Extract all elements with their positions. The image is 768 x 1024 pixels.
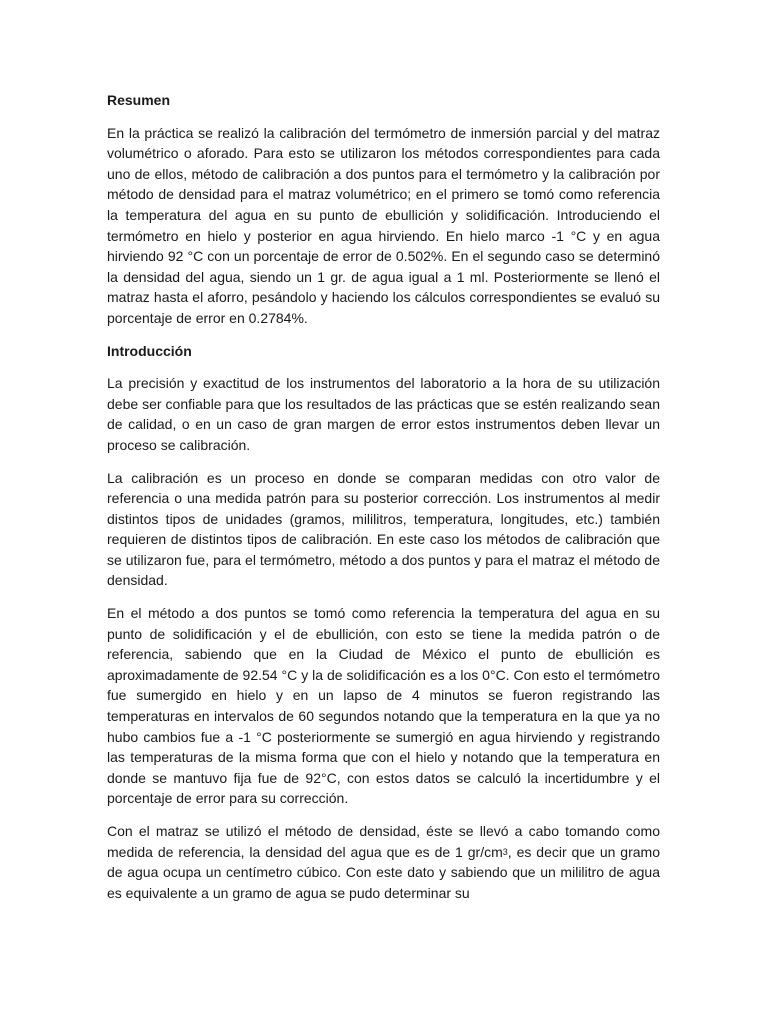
- introduccion-heading: Introducción: [107, 342, 192, 359]
- introduccion-paragraph-2: La calibración es un proceso en donde se comparan medidas con otro valor de referencia o una medida patrón para su posterior corrección. Los instrumentos al medir distintos tipos de unidades (gramos, mililitros, temperatura, longitudes, etc.) también requieren de distintos tipos de calibración. En este caso los métodos de calibración que se utilizaron fue, para el termómetro, método a dos puntos y para el matraz el método de densidad.: [107, 469, 660, 589]
- introduccion-paragraph-1: La precisión y exactitud de los instrumentos del laboratorio a la hora de su utilización debe ser confiable para que los resultados de las prácticas que se estén realizando sean de calidad, o en un caso de gran margen de error estos instrumentos deben llevar un proceso se calibración.: [107, 375, 660, 453]
- resumen-paragraph: En la práctica se realizó la calibración del termómetro de inmersión parcial y del matraz volumétrico o aforado. Para esto se utilizaron los métodos correspondientes para cada uno de ellos, método de calibración a dos puntos para el termómetro y la calibración por método de densidad para el matraz volumétrico; en el primero se tomó como referencia la temperatura del agua en su punto de ebullición y solidificación. Introduciendo el termómetro en hielo y posterior en agua hirviendo. En hielo marco -1 °C y en agua hirviendo 92 °C con un porcentaje de error de 0.502%. En el segundo caso se determinó la densidad del agua, siendo un 1 gr. de agua igual a 1 ml. Posteriormente se llenó el matraz hasta el aforro, pesándolo y haciendo los cálculos correspondientes se evaluó su porcentaje de error en 0.2784%.: [107, 124, 660, 326]
- paragraph-4-text-end: , es decir que un gramo de agua ocupa un centímetro cúbico. Con este dato y sabiendo que un mililitro de agua es equivalente a un gramo de agua se pudo determinar su: [107, 843, 660, 901]
- superscript-exponent: 3: [502, 846, 508, 857]
- introduccion-paragraph-3: En el método a dos puntos se tomó como referencia la temperatura del agua en su punto de solidificación y el de ebullición, con esto se tiene la medida patrón o de referencia, sabiendo que en la Ciudad de México el punto de ebullición es aproximadamente de 92.54 °C y la de solidificación es a los 0°C. Con esto el termómetro fue sumergido en hielo y en un lapso de 4 minutos se fueron registrando las temperaturas en intervalos de 60 segundos notando que la temperatura en la que ya no hubo cambios fue a -1 °C posteriormente se sumergió en agua hirviendo y registrando las temperaturas de la misma forma que con el hielo y notando que la temperatura en donde se mantuvo fija fue de 92°C, con estos datos se calculó la incertidumbre y el porcentaje de error para su corrección.: [107, 605, 660, 807]
- document-page: [107, 90, 660, 915]
- introduccion-paragraph-4: [107, 821, 660, 903]
- paragraph-4-text-start: Con el matraz se utilizó el método de densidad, éste se llevó a cabo tomando como medida de referencia, la densidad del agua que es de 1 gr/cm: [107, 823, 660, 860]
- resumen-heading: Resumen: [107, 92, 171, 108]
